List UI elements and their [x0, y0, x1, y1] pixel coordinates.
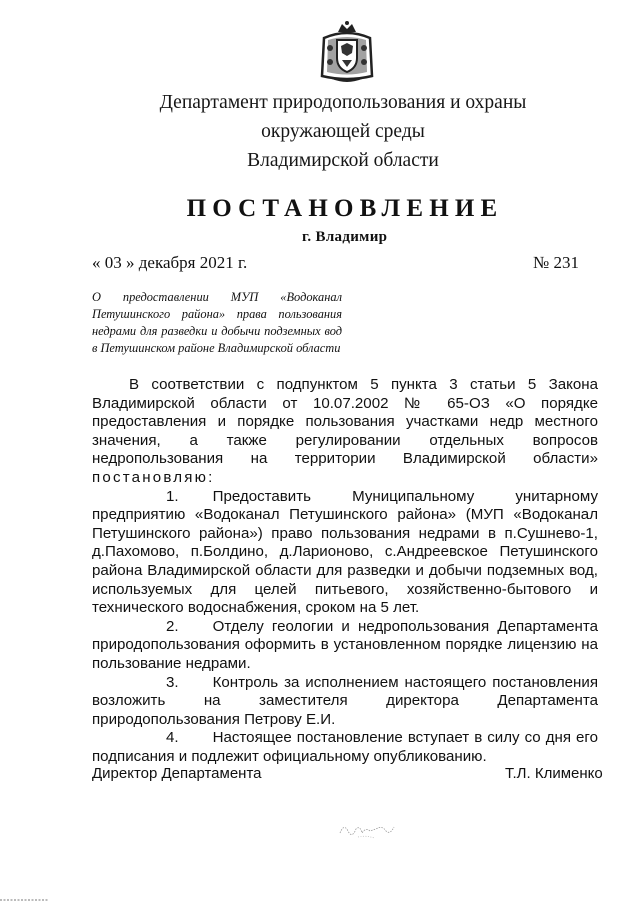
footer-mark: [0, 897, 48, 903]
document-body: [92, 376, 598, 766]
item-text: Предоставить Муниципальному унитарному предприятию «Водоканал Петушинского района» (МУП «Водоканал Петушинского района») право пользования недрами в п.Сушнево-1, д.Пахомово, п.Болдино, д.Ларионово, с.Андреевское Петушинского района Владимирской области для разведки и добычи подземных вод, используемых для целей питьевого, хозяйственно-бытового и технического водоснабжения, сроком на 5 лет.: [92, 487, 598, 617]
document-subject: О предоставлении МУП «Водоканал Петушинского района» права пользования недрами для разведки и добычи подземных вод в Петушинском районе Владимирской области: [92, 290, 342, 355]
document-number: № 231: [533, 253, 579, 272]
document-date: « 03 » декабря 2021 г.: [92, 253, 248, 272]
signatory-name: Т.Л. Клименко: [505, 765, 603, 782]
item-number: 3.: [166, 673, 179, 691]
signatory-position: Директор Департамента: [92, 765, 262, 782]
decree-word: постановляю:: [92, 468, 215, 486]
document-city: г. Владимир: [302, 229, 388, 245]
department-name-line1: Департамент природопользования и охраны: [159, 92, 527, 113]
preamble-text: В соответствии с подпунктом 5 пункта 3 статьи 5 Закона Владимирской области от 10.07.2002 № 65-ОЗ «О порядке предоставления и порядке пользования участками недр местного значения, а также регулировании отдельных вопросов недропользования на территории Владимирской области»: [92, 376, 598, 468]
item-number: 4.: [166, 729, 179, 747]
department-name-line3: Владимирской области: [247, 150, 439, 171]
coat-of-arms-icon: [318, 20, 376, 84]
list-item: [92, 729, 598, 766]
list-item: [92, 488, 598, 618]
item-number: 1.: [166, 487, 179, 505]
handwritten-signature-icon: [336, 815, 396, 843]
item-text: Контроль за исполнением настоящего постановления возложить на заместителя директора Департамента природопользования Петрову Е.И.: [92, 673, 598, 728]
item-text: Настоящее постановление вступает в силу со дня его подписания и подлежит официальному опубликованию.: [92, 729, 598, 765]
preamble-paragraph: [92, 376, 598, 488]
item-text: Отделу геологии и недропользования Департамента природопользования оформить в установленном порядке лицензию на пользование недрами.: [92, 617, 598, 672]
document-title: ПОСТАНОВЛЕНИЕ: [186, 195, 504, 222]
department-name-line2: окружающей среды: [261, 121, 425, 142]
item-number: 2.: [166, 617, 179, 635]
list-item: [92, 618, 598, 674]
list-item: [92, 674, 598, 730]
